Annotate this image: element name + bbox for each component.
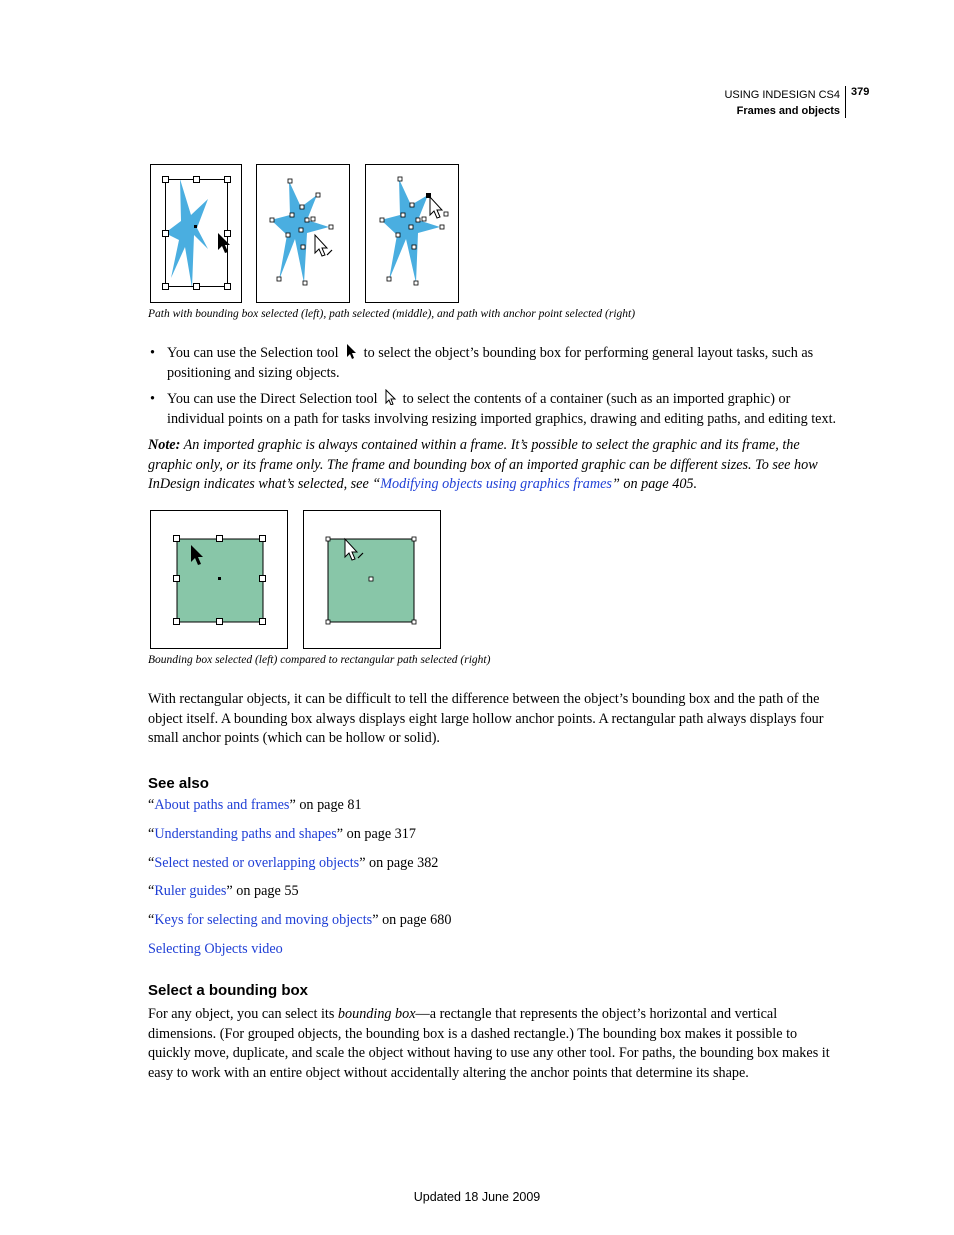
direct-selection-tool-icon bbox=[383, 389, 397, 405]
link-keys-for-selecting[interactable]: Keys for selecting and moving objects bbox=[154, 912, 373, 928]
bullet-text-pre: You can use the Direct Selection tool bbox=[167, 391, 378, 407]
figure-star-path-selected bbox=[256, 164, 350, 303]
bullet-item-direct-selection-tool bbox=[148, 389, 848, 429]
link-understanding-paths[interactable]: Understanding paths and shapes bbox=[154, 826, 337, 842]
book-title: USING INDESIGN CS4 bbox=[724, 89, 840, 101]
bullet-text-pre: You can use the Selection tool bbox=[167, 345, 339, 361]
center-point bbox=[218, 577, 221, 580]
rectangle-shape bbox=[177, 539, 263, 622]
direct-selection-cursor-icon bbox=[430, 197, 442, 218]
bullet-dot: • bbox=[150, 391, 155, 407]
bullet-list bbox=[148, 343, 848, 435]
page-footer: Updated 18 June 2009 bbox=[413, 1190, 541, 1204]
figure1-caption: Path with bounding box selected (left), path selected (middle), and path with anchor point selected (right) bbox=[148, 308, 636, 320]
bullet-item-selection-tool bbox=[148, 343, 848, 383]
figure-rect-path-selected bbox=[303, 510, 441, 649]
link-about-paths-and-frames[interactable]: About paths and frames bbox=[154, 797, 290, 813]
see-also-item: “Understanding paths and shapes” on page 317 bbox=[148, 826, 416, 842]
page-number: 379 bbox=[851, 86, 870, 98]
see-also-page: on page 382 bbox=[369, 855, 439, 871]
see-also-item: “About paths and frames” on page 81 bbox=[148, 797, 362, 813]
selection-tool-icon bbox=[344, 343, 358, 359]
figure-star-anchor-selected bbox=[365, 164, 459, 303]
see-also-item bbox=[148, 940, 283, 959]
bullet-text-post: to select the contents of a container (such as an imported graphic) or individual points on a path for tasks involving resizing imported graphics, drawing and editing paths, and editing text. bbox=[167, 391, 837, 427]
running-header bbox=[724, 87, 840, 119]
see-also-heading: See also bbox=[148, 775, 209, 792]
paragraph-emphasis: bounding box bbox=[337, 1006, 416, 1022]
see-also-item: “Ruler guides” on page 55 bbox=[148, 883, 299, 899]
paragraph-text: —a rectangle that represents the object’s horizontal and vertical dimensions. (For grouped objects, the bounding box is a dashed rectangle.) The bounding box makes it possible to quickly move, duplicate, and scale the object without having to use any other tool. For paths, the bounding box makes it easy to work with an entire object without accidentally altering the anchor points that determine its shape. bbox=[148, 1006, 830, 1082]
bounding-box-paragraph bbox=[148, 1005, 843, 1084]
link-select-nested[interactable]: Select nested or overlapping objects bbox=[154, 855, 360, 871]
link-modifying-objects[interactable]: Modifying objects using graphics frames bbox=[380, 476, 612, 493]
header-rule bbox=[845, 86, 846, 118]
see-also-page: on page 55 bbox=[236, 883, 299, 899]
see-also-item: “Select nested or overlapping objects” on page 382 bbox=[148, 855, 439, 871]
note-paragraph: Note: An imported graphic is always contained within a frame. It’s possible to select the graphic and its frame, the graphic only, or its frame only. The frame and bounding box of an imported graphic can be different sizes. To see how InDesign indicates what’s selected, see “Modifying objects using graphics frames” on page 405. bbox=[148, 437, 818, 493]
direct-selection-cursor-icon bbox=[315, 235, 327, 256]
see-also-item: “Keys for selecting and moving objects” on page 680 bbox=[148, 912, 452, 928]
see-also-page: on page 81 bbox=[299, 797, 362, 813]
note-text: An imported graphic is always contained within a frame. It’s possible to select the graphic and its frame, the graphic only, or its frame only. The frame and bounding box of an imported graphic can be different sizes. To see how InDesign indicates what’s selected, see bbox=[148, 437, 818, 493]
figure2-caption: Bounding box selected (left) compared to rectangular path selected (right) bbox=[148, 654, 491, 666]
link-ruler-guides[interactable]: Ruler guides bbox=[154, 883, 227, 899]
link-selecting-objects-video[interactable]: Selecting Objects video bbox=[148, 941, 283, 957]
bullet-dot: • bbox=[150, 345, 155, 361]
rectangular-objects-paragraph: With rectangular objects, it can be difficult to tell the difference between the object’s bounding box and the path of the object itself. A bounding box always displays eight large hollow anchor points. A rectangular path always displays four small anchor points (which can be hollow or solid). bbox=[148, 691, 824, 747]
figure-rect-bounding-box bbox=[150, 510, 288, 649]
star-shape bbox=[165, 179, 208, 288]
bullet-text-post: to select the object’s bounding box for performing general layout tasks, such as positioning and sizing objects. bbox=[167, 345, 814, 381]
see-also-page: on page 680 bbox=[382, 912, 452, 928]
section-heading: Select a bounding box bbox=[148, 982, 309, 999]
center-point bbox=[194, 225, 197, 228]
see-also-page: on page 317 bbox=[346, 826, 416, 842]
note-after: on page 405. bbox=[623, 476, 698, 493]
star-shape bbox=[381, 179, 440, 283]
paragraph-text: For any object, you can select its bbox=[148, 1006, 335, 1022]
section-title: Frames and objects bbox=[736, 105, 840, 117]
figure-star-bounding-box bbox=[150, 164, 242, 303]
note-label: Note: bbox=[148, 437, 181, 453]
